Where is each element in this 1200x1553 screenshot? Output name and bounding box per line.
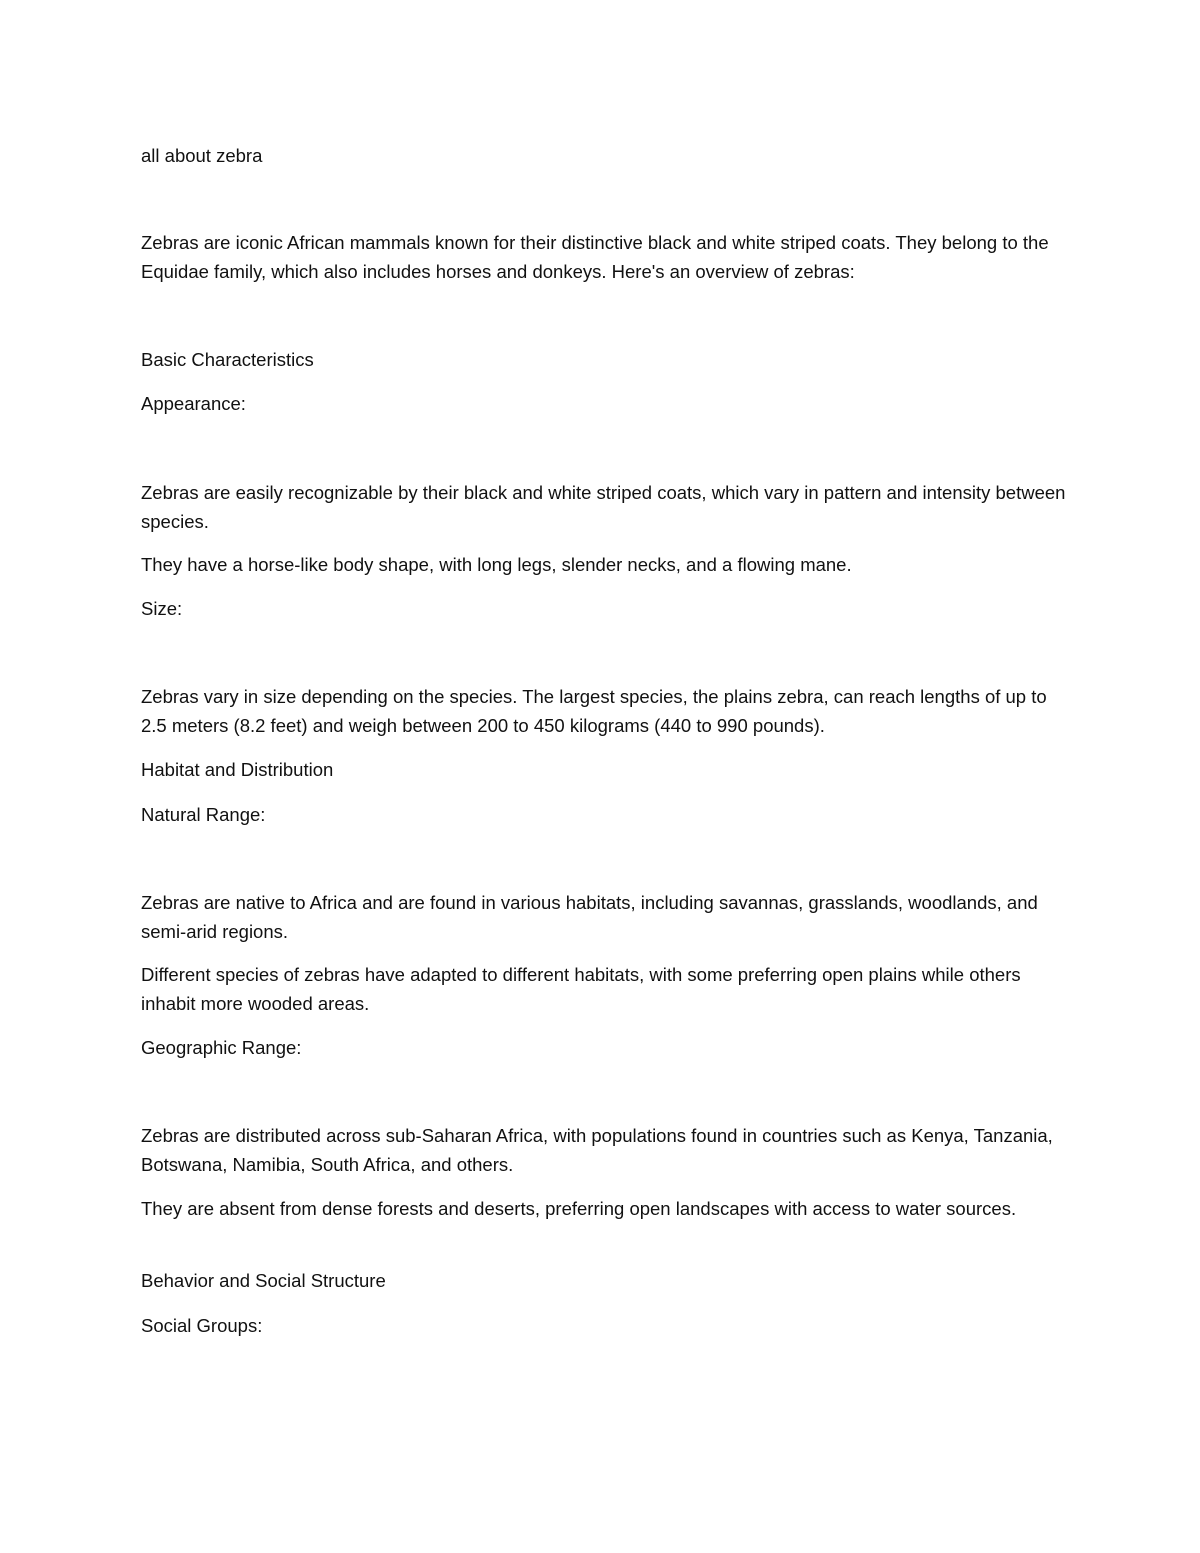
heading-habitat-distribution: Habitat and Distribution — [141, 759, 334, 780]
subheading-natural-range: Natural Range: — [141, 804, 266, 825]
paragraph-geographic-range-2: They are absent from dense forests and deserts, preferring open landscapes with access to water sources. — [141, 1198, 1017, 1219]
heading-basic-characteristics: Basic Characteristics — [141, 349, 314, 370]
subheading-appearance: Appearance: — [141, 393, 246, 414]
paragraph-natural-range-1: Zebras are native to Africa and are found in various habitats, including savannas, grasslands, woodlands, and semi-arid regions. — [141, 892, 1038, 942]
paragraph-appearance-1: Zebras are easily recognizable by their black and white striped coats, which vary in pattern and intensity between species. — [141, 482, 1066, 532]
paragraph-intro: Zebras are iconic African mammals known for their distinctive black and white striped coats. They belong to the Equidae family, which also includes horses and donkeys. Here's an overview of zebras: — [141, 232, 1049, 282]
paragraph-geographic-range-1: Zebras are distributed across sub-Saharan Africa, with populations found in countries such as Kenya, Tanzania, Botswana, Namibia, South Africa, and others. — [141, 1125, 1053, 1175]
subheading-social-groups: Social Groups: — [141, 1315, 263, 1336]
document-title: all about zebra — [141, 145, 263, 166]
subheading-geographic-range: Geographic Range: — [141, 1037, 302, 1058]
subheading-size: Size: — [141, 598, 183, 619]
paragraph-appearance-2: They have a horse-like body shape, with long legs, slender necks, and a flowing mane. — [141, 554, 852, 575]
paragraph-size: Zebras vary in size depending on the species. The largest species, the plains zebra, can reach lengths of up to 2.5 meters (8.2 feet) and weigh between 200 to 450 kilograms (440 to 990 pounds). — [141, 686, 1047, 736]
paragraph-natural-range-2: Different species of zebras have adapted to different habitats, with some preferring open plains while others inhabit more wooded areas. — [141, 964, 1021, 1014]
heading-behavior-social-structure: Behavior and Social Structure — [141, 1270, 386, 1291]
